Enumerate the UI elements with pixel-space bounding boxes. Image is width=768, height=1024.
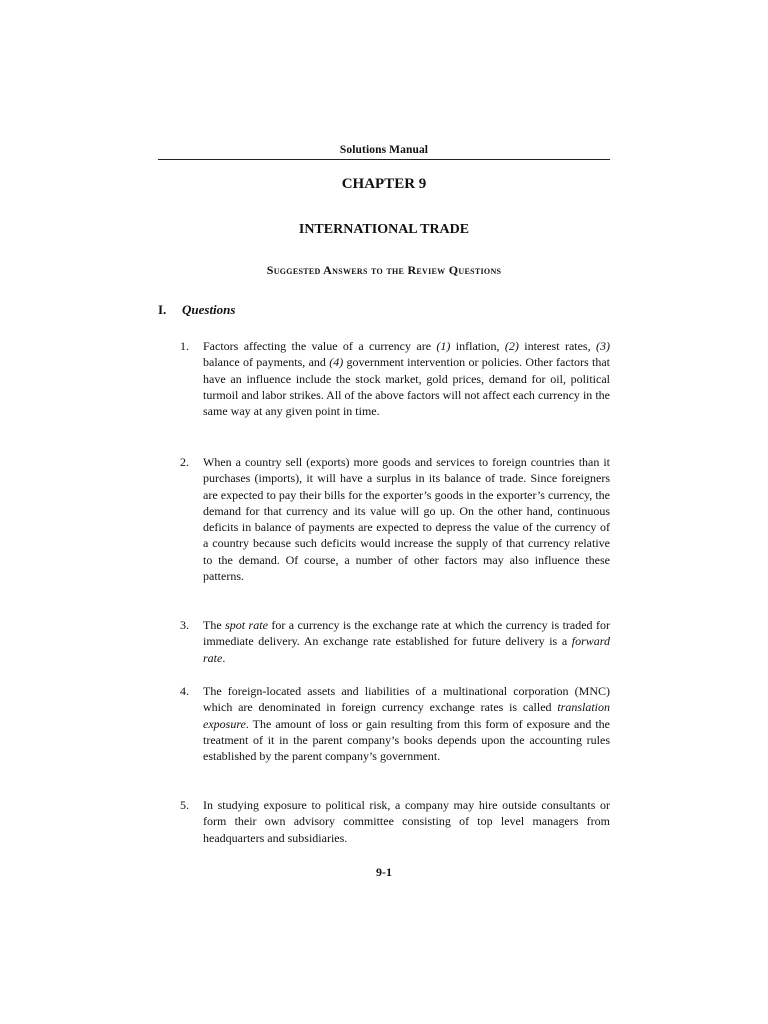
header-rule (158, 159, 610, 160)
list-item (180, 338, 610, 419)
text-run: The foreign-located assets and liabilities of a multinational corporation (MNC) which are denominated in foreign currency exchange rates is called (203, 684, 610, 715)
list-item (180, 797, 610, 846)
page-number: 9-1 (376, 865, 392, 879)
text-run: The (203, 618, 226, 632)
chapter-title: INTERNATIONAL TRADE (298, 222, 470, 237)
emphasis: (1) (436, 339, 451, 353)
text-run: inflation, (450, 339, 505, 353)
emphasis: (2) (504, 339, 519, 353)
emphasis: forward rate (203, 634, 610, 665)
text-run: . The amount of loss or gain resulting from this form of exposure and the treatment of it in the parent company’s books depends upon the accounting rules established by the parent company’s government. (203, 716, 610, 764)
text-run: government intervention or policies. Other factors that have an influence include the stock market, gold prices, demand for oil, political turmoil and labor strikes. All of the above factors will not affect each currency in the same way at any given point in time. (203, 355, 611, 419)
text-run: interest rates, (518, 339, 596, 353)
chapter-label: CHAPTER 9 (341, 176, 427, 192)
section-number: I. (158, 302, 167, 317)
list-item-text: When a country sell (exports) more goods and services to foreign countries than it purchases (imports), it will have a surplus in its balance of trade. Since foreigners are expected to pay their bills for the exporter’s goods in the exporter’s currency, the demand for that currency and its value will go up. On the other hand, continuous deficits in balance of payments are expected to depress the value of the currency of a country because such deficits would increase the supply of that currency relative to the demand. Of course, a number of other factors may also influence these patterns. (203, 455, 610, 584)
emphasis: (4) (329, 355, 344, 370)
text-run: . (222, 650, 226, 665)
list-item-number: 2. (180, 455, 189, 469)
text-run: for a currency is the exchange rate at which the currency is traded for immediate delivery. An exchange rate established for future delivery is a (203, 618, 610, 649)
emphasis: translation exposure (203, 700, 610, 731)
list-item (180, 617, 610, 666)
list-item-number: 1. (180, 339, 189, 353)
list-item-text (203, 683, 610, 764)
emphasis: spot rate (225, 618, 268, 632)
list-item-text (203, 617, 610, 666)
text-run: Factors affecting the value of a currency are (203, 339, 437, 353)
list-item (180, 454, 610, 584)
section-heading (158, 302, 235, 318)
section-label: Questions (182, 302, 236, 317)
chapter-subtitle: Suggested Answers to the Review Questions (266, 263, 502, 277)
list-item-number: 4. (180, 684, 189, 698)
emphasis: (3) (596, 339, 610, 353)
list-item (180, 683, 610, 764)
list-item-text (203, 338, 610, 419)
running-header: Solutions Manual (339, 144, 429, 156)
list-item-number: 5. (180, 798, 189, 812)
text-run: balance of payments, and (203, 355, 330, 370)
list-item-number: 3. (180, 618, 189, 632)
list-item-text: In studying exposure to political risk, a company may hire outside consultants or form their own advisory committee consisting of top level managers from headquarters and subsidiaries. (203, 798, 610, 845)
